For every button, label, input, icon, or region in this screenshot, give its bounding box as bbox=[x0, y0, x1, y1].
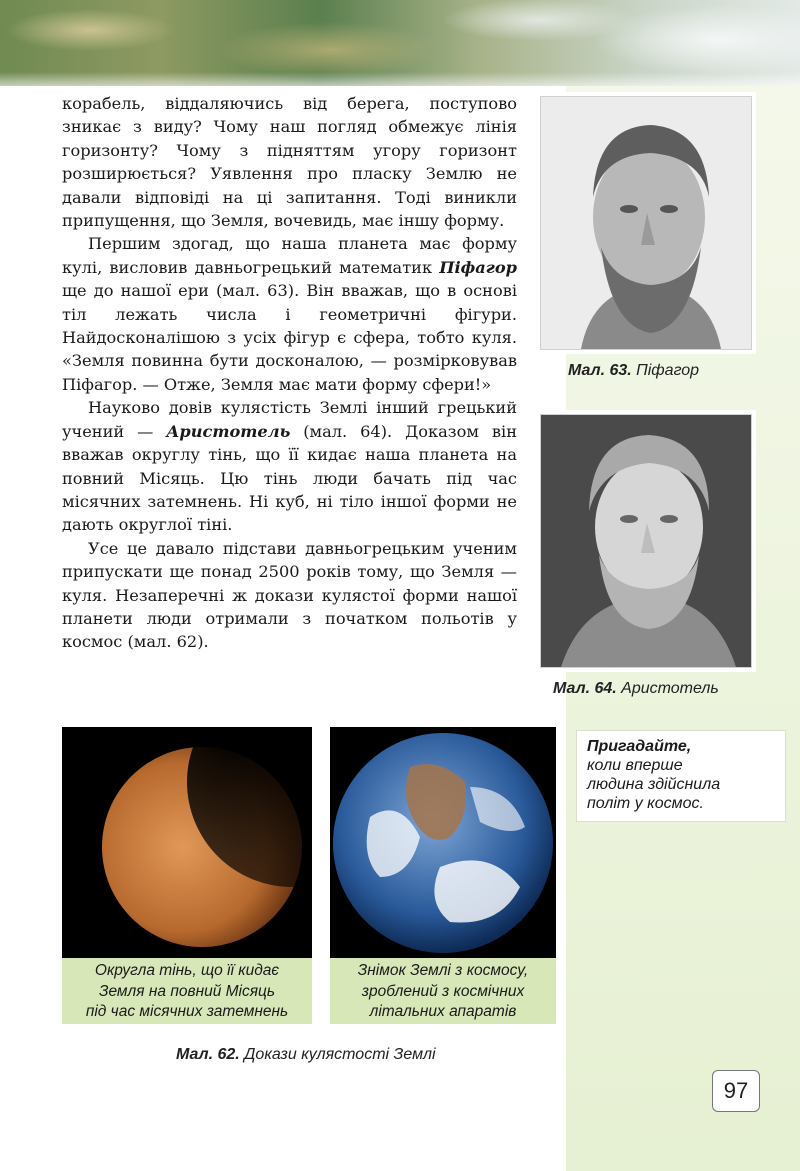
top-landscape-banner bbox=[0, 0, 800, 86]
paragraph-3: Науково довів кулястість Землі інший грецький учений — Аристотель (мал. 64). Доказом він вважав округлу тінь, що її кидає наша планета на повний Місяць. Цю тінь люди бачать під час місячних затемнень. Ні куб, ні тіло іншої форми не дають округлої тіні. bbox=[62, 398, 517, 535]
reminder-line: людина здійснила bbox=[587, 776, 721, 793]
caption-fig63: Мал. 63. Піфагор bbox=[568, 362, 700, 379]
earth-photo-caption: Знімок Землі з космосу, зроблений з космічних літальних апаратів bbox=[330, 958, 556, 1024]
reminder-line: коли вперше bbox=[587, 757, 683, 774]
reminder-line: політ у космос. bbox=[587, 795, 704, 812]
caption-fig62: Мал. 62. Докази кулястості Землі bbox=[176, 1046, 436, 1063]
reminder-heading: Пригадайте, bbox=[587, 738, 692, 755]
aristotle-bust-image bbox=[541, 415, 751, 667]
paragraph-2: Першим здогад, що наша планета має форму кулі, висловив давньогрецький математик Піфагор ще до нашої ери (мал. 63). Він вважав, що в основі тіл лежать числа і геометричні фігури. Найдосконалішою з усіх фігур є сфера, тобто куля. «Земля повинна бути досконалою, — розмірковував Піфагор. — Отже, Земля має мати форму сфери!» bbox=[62, 234, 517, 394]
pythagoras-bust-image bbox=[541, 97, 751, 349]
term-pythagoras: Піфагор bbox=[439, 257, 517, 277]
moon-image bbox=[62, 727, 312, 958]
paragraph-4: Усе це давало підстави давньогрецьким ученим припускати ще понад 2500 років тому, що Земля — куля. Незаперечні ж докази кулястої форми нашої планети люди отримали з початком польотів у космос (мал. 62). bbox=[62, 538, 517, 652]
term-aristotle: Аристотель bbox=[166, 421, 291, 441]
earth-from-space-photo bbox=[330, 727, 556, 958]
main-text bbox=[62, 92, 517, 654]
caption-fig64: Мал. 64. Аристотель bbox=[553, 680, 719, 697]
aristotle-portrait bbox=[540, 414, 752, 668]
moon-eclipse-photo bbox=[62, 727, 312, 958]
moon-photo-caption: Округла тінь, що її кидає Земля на повний Місяць під час місячних затемнень bbox=[62, 958, 312, 1024]
earth-image bbox=[330, 727, 556, 958]
paragraph-1: корабель, віддаляючись від берега, поступово зникає з виду? Чому наш погляд обмежує лінія горизонту? Чому з підняттям угору горизонт розширюється? Уявлення про пласку Землю не давали відповіді на ці запитання. Тоді виникли припущення, що Земля, вочевидь, має іншу форму. bbox=[62, 94, 517, 231]
pythagoras-portrait bbox=[540, 96, 752, 350]
reminder-note bbox=[576, 730, 786, 822]
page-number: 97 bbox=[712, 1070, 760, 1112]
